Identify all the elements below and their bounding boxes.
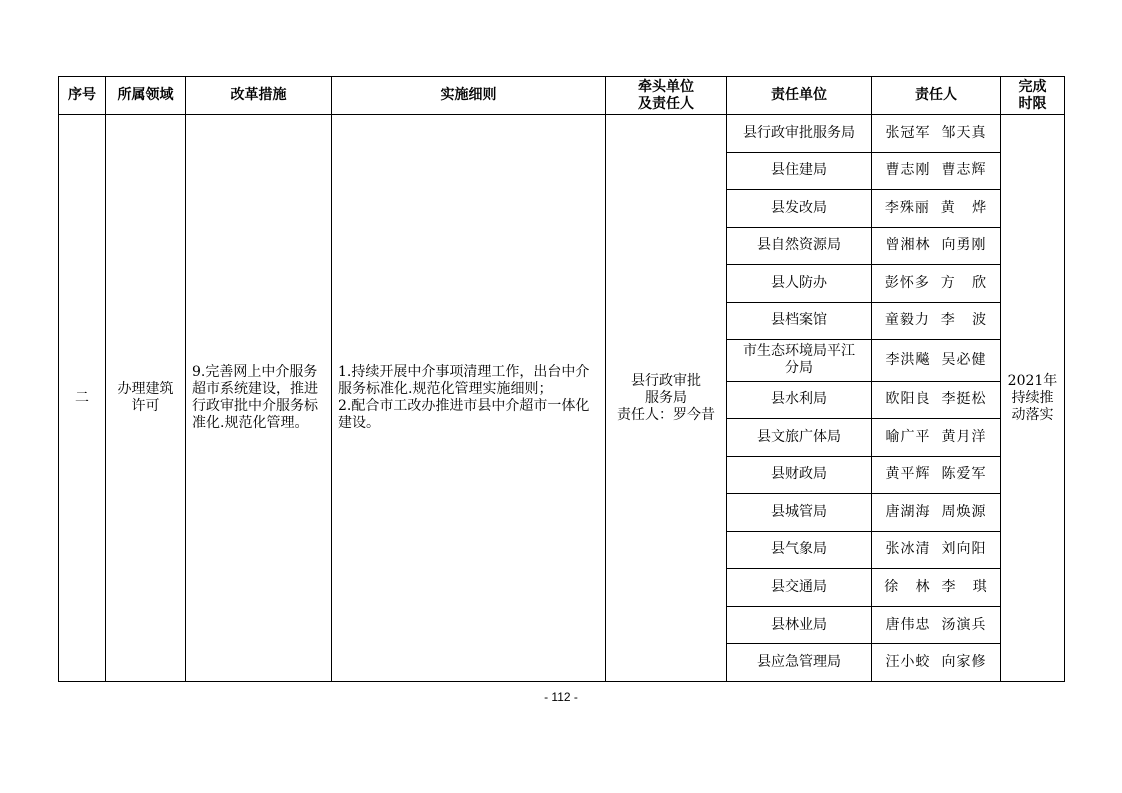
header-lead: 牵头单位 及责任人 bbox=[606, 77, 727, 115]
resp-unit-cell: 县气象局 bbox=[727, 531, 872, 569]
resp-unit-cell: 县发改局 bbox=[727, 190, 872, 228]
resp-unit-cell: 县人防办 bbox=[727, 265, 872, 303]
resp-unit-cell: 县财政局 bbox=[727, 456, 872, 494]
resp-person-cell: 欧阳良 李挺松 bbox=[872, 381, 1001, 419]
resp-unit-cell: 县文旅广体局 bbox=[727, 419, 872, 457]
header-row bbox=[59, 77, 1065, 115]
resp-person-cell: 张冠军 邹天真 bbox=[872, 115, 1001, 153]
resp-person-cell: 张冰清 刘向阳 bbox=[872, 531, 1001, 569]
resp-person-cell: 徐 林 李 琪 bbox=[872, 569, 1001, 607]
reform-measures-table bbox=[58, 76, 1065, 682]
resp-unit-cell: 县行政审批服务局 bbox=[727, 115, 872, 153]
resp-unit-cell: 县城管局 bbox=[727, 494, 872, 532]
resp-person-cell: 唐湖海 周焕源 bbox=[872, 494, 1001, 532]
table-body bbox=[59, 115, 1065, 682]
page-number: - 112 - bbox=[544, 690, 578, 704]
resp-unit-cell: 县档案馆 bbox=[727, 302, 872, 340]
header-deadline: 完成 时限 bbox=[1001, 77, 1065, 115]
resp-person-cell: 黄平辉 陈爱军 bbox=[872, 456, 1001, 494]
header-field: 所属领域 bbox=[106, 77, 186, 115]
resp-person-cell: 童毅力 李 波 bbox=[872, 302, 1001, 340]
resp-unit-cell: 县交通局 bbox=[727, 569, 872, 607]
detail-cell: 1.持续开展中介事项清理工作，出台中介服务标准化.规范化管理实施细则； 2.配合市工改办推进市县中介超市一体化建设。 bbox=[332, 115, 606, 682]
seq-cell: 二 bbox=[59, 115, 106, 682]
resp-unit-cell: 县应急管理局 bbox=[727, 644, 872, 682]
table-row bbox=[59, 115, 1065, 153]
header-measure: 改革措施 bbox=[186, 77, 332, 115]
header-detail: 实施细则 bbox=[332, 77, 606, 115]
header-seq: 序号 bbox=[59, 77, 106, 115]
resp-unit-cell: 县林业局 bbox=[727, 606, 872, 644]
resp-unit-cell: 县自然资源局 bbox=[727, 227, 872, 265]
resp-person-cell: 曾湘林 向勇刚 bbox=[872, 227, 1001, 265]
resp-unit-cell: 县水利局 bbox=[727, 381, 872, 419]
field-cell: 办理建筑 许可 bbox=[106, 115, 186, 682]
header-person: 责任人 bbox=[872, 77, 1001, 115]
resp-person-cell: 汪小蛟 向家修 bbox=[872, 644, 1001, 682]
deadline-cell: 2021年 持续推 动落实 bbox=[1001, 115, 1065, 682]
resp-person-cell: 唐伟忠 汤演兵 bbox=[872, 606, 1001, 644]
resp-unit-cell: 县住建局 bbox=[727, 152, 872, 190]
resp-unit-cell: 市生态环境局平江 分局 bbox=[727, 340, 872, 382]
resp-person-cell: 彭怀多 方 欣 bbox=[872, 265, 1001, 303]
lead-cell: 县行政审批 服务局 责任人：罗今昔 bbox=[606, 115, 727, 682]
resp-person-cell: 李洪飚 吴必健 bbox=[872, 340, 1001, 382]
resp-person-cell: 李殊丽 黄 烨 bbox=[872, 190, 1001, 228]
header-unit: 责任单位 bbox=[727, 77, 872, 115]
measure-cell: 9.完善网上中介服务超市系统建设，推进行政审批中介服务标准化.规范化管理。 bbox=[186, 115, 332, 682]
resp-person-cell: 曹志刚 曹志辉 bbox=[872, 152, 1001, 190]
resp-person-cell: 喻广平 黄月洋 bbox=[872, 419, 1001, 457]
